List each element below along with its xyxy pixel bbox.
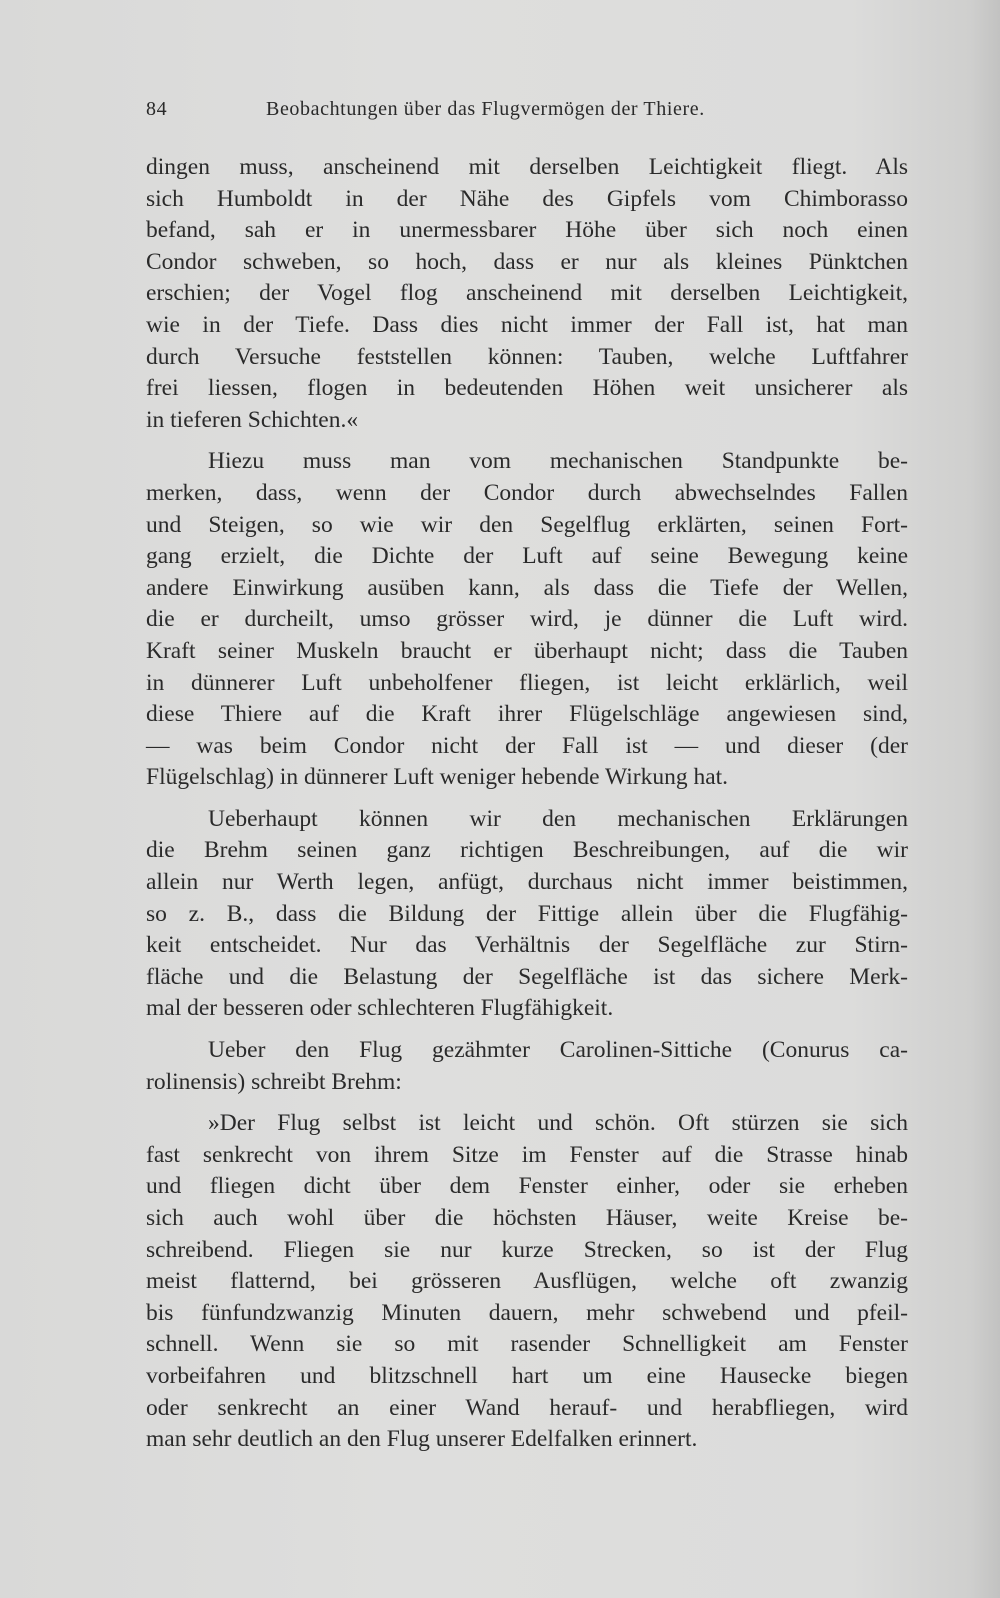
text-line: die er durcheilt, umso grösser wird, je dünner die Luft wird.	[146, 606, 908, 633]
text-line: und fliegen dicht über dem Fenster einher, oder sie erheben	[146, 1173, 908, 1200]
paragraph-gap	[146, 436, 908, 446]
text-line: schnell. Wenn sie so mit rasender Schnelligkeit am Fenster	[146, 1331, 908, 1358]
text-line: merken, dass, wenn der Condor durch abwechselndes Fallen	[146, 479, 908, 506]
text-line: Condor schweben, so hoch, dass er nur als kleines Pünktchen	[146, 248, 908, 275]
text-line: so z. B., dass die Bildung der Fittige allein über die Flugfähig-	[146, 900, 908, 927]
paragraph-gap	[146, 1098, 908, 1108]
text-line: diese Thiere auf die Kraft ihrer Flügelschläge angewiesen sind,	[146, 701, 908, 728]
text-line: andere Einwirkung ausüben kann, als dass die Tiefe der Wellen,	[146, 574, 908, 601]
text-line: fläche und die Belastung der Segelfläche ist das sichere Merk-	[146, 963, 908, 990]
text-line: man sehr deutlich an den Flug unserer Edelfalken erinnert.	[146, 1426, 698, 1453]
text-line: meist flatternd, bei grösseren Ausflügen, welche oft zwanzig	[146, 1268, 908, 1295]
text-line: mal der besseren oder schlechteren Flugfähigkeit.	[146, 995, 614, 1022]
text-line: rolinensis) schreibt Brehm:	[146, 1068, 402, 1095]
paragraph-gap	[146, 1025, 908, 1035]
paragraph	[146, 1035, 908, 1098]
text-line: sich auch wohl über die höchsten Häuser, weite Kreise be-	[146, 1205, 908, 1231]
text-line: in dünnerer Luft unbeholfener fliegen, ist leicht erklärlich, weil	[146, 669, 908, 696]
text-line: dingen muss, anscheinend mit derselben Leichtigkeit fliegt. Als	[146, 154, 908, 180]
text-line: vorbeifahren und blitzschnell hart um eine Hausecke biegen	[146, 1362, 908, 1389]
body-text	[146, 152, 908, 1456]
text-line: Hiezu muss man vom mechanischen Standpunkte be-	[208, 448, 908, 475]
text-line: sich Humboldt in der Nähe des Gipfels vom Chimborasso	[146, 185, 908, 212]
text-line: die Brehm seinen ganz richtigen Beschreibungen, auf die wir	[146, 837, 908, 864]
text-line: Kraft seiner Muskeln braucht er überhaupt nicht; dass die Tauben	[146, 637, 908, 664]
text-line: durch Versuche feststellen können: Tauben, welche Luftfahrer	[146, 343, 908, 370]
paragraph	[146, 152, 908, 436]
text-line: allein nur Werth legen, anfügt, durchaus nicht immer beistimmen,	[146, 869, 908, 896]
text-line: erschien; der Vogel flog anscheinend mit derselben Leichtigkeit,	[146, 280, 908, 307]
text-line: oder senkrecht an einer Wand herauf- und herabfliegen, wird	[146, 1394, 908, 1421]
text-line: und Steigen, so wie wir den Segelflug erklärten, seinen Fort-	[146, 511, 908, 538]
running-head: Beobachtungen über das Flugvermögen der Thiere.	[266, 98, 705, 120]
text-line: — was beim Condor nicht der Fall ist — und dieser (der	[146, 732, 908, 759]
page-number: 84	[146, 98, 168, 120]
text-line: in tieferen Schichten.«	[146, 406, 359, 433]
text-line: bis fünfundzwanzig Minuten dauern, mehr schwebend und pfeil-	[146, 1299, 908, 1326]
text-line: keit entscheidet. Nur das Verhältnis der Segelfläche zur Stirn-	[146, 932, 908, 959]
text-line: schreibend. Fliegen sie nur kurze Strecken, so ist der Flug	[146, 1236, 908, 1263]
paragraph	[146, 1108, 908, 1456]
text-line: Ueberhaupt können wir den mechanischen Erklärungen	[208, 805, 908, 832]
text-line: wie in der Tiefe. Dass dies nicht immer der Fall ist, hat man	[146, 311, 908, 338]
paragraph-gap	[146, 794, 908, 804]
text-line: befand, sah er in unermessbarer Höhe über sich noch einen	[146, 217, 908, 244]
text-line: Ueber den Flug gezähmter Carolinen-Sittiche (Conurus ca-	[208, 1037, 908, 1064]
text-line: Flügelschlag) in dünnerer Luft weniger hebende Wirkung hat.	[146, 764, 729, 791]
text-line: »Der Flug selbst ist leicht und schön. Oft stürzen sie sich	[208, 1110, 908, 1137]
text-line: frei liessen, flogen in bedeutenden Höhen weit unsicherer als	[146, 375, 908, 402]
paragraph	[146, 446, 908, 794]
text-line: fast senkrecht von ihrem Sitze im Fenster auf die Strasse hinab	[146, 1141, 908, 1168]
paragraph	[146, 804, 908, 1025]
text-line: gang erzielt, die Dichte der Luft auf seine Bewegung keine	[146, 543, 908, 570]
